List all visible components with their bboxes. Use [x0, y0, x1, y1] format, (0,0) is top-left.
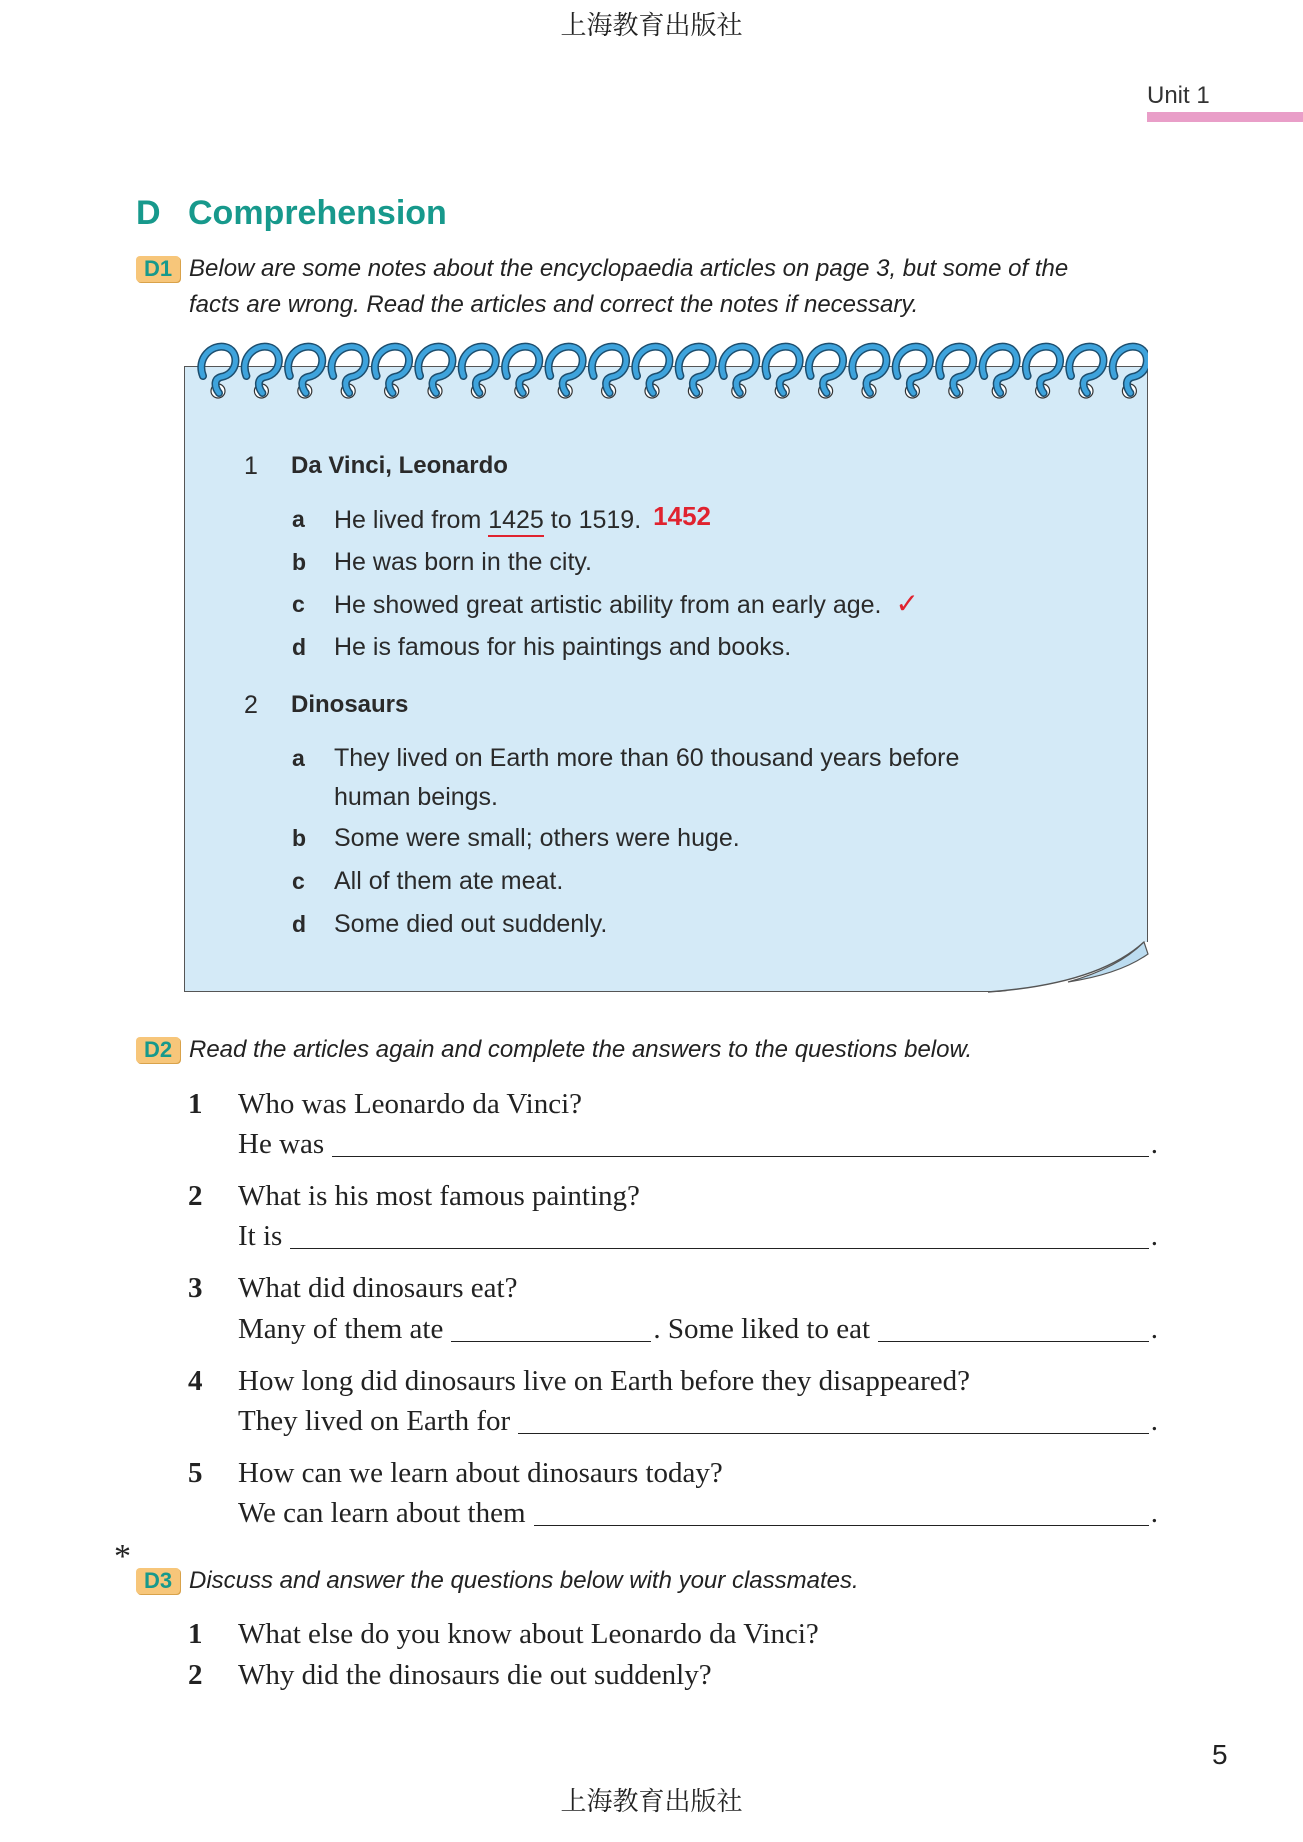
spiral-ring — [418, 347, 452, 398]
spiral-ring — [1069, 347, 1103, 398]
note-group-title: Da Vinci, Leonardo — [291, 452, 508, 479]
spiral-ring — [939, 347, 973, 398]
publisher-header: 上海教育出版社 — [560, 11, 743, 41]
marked-wrong-year: 1425 — [488, 506, 544, 537]
spiral-ring — [722, 347, 756, 398]
spiral-binding — [184, 338, 1148, 404]
note-text-before: He lived from — [334, 506, 489, 534]
question-text: Who was Leonardo da Vinci? — [238, 1088, 582, 1120]
d3-instruction: Discuss and answer the questions below with your classmates. — [189, 1567, 859, 1594]
note-item — [185, 866, 1147, 896]
answer-end: . — [1150, 1220, 1158, 1252]
answer-end: . — [1150, 1128, 1158, 1160]
note-group-heading — [185, 451, 1147, 481]
answer-end: . — [1150, 1313, 1158, 1345]
note-item-letter: d — [292, 911, 307, 937]
note-item-text: All of them ate meat. — [334, 867, 564, 895]
note-item-text: Some were small; others were huge. — [334, 824, 740, 852]
note-item-text: human beings. — [334, 783, 499, 811]
spiral-ring — [1026, 347, 1060, 398]
answer-blank[interactable] — [518, 1432, 1149, 1434]
note-item-letter: a — [292, 745, 305, 771]
d2-instruction: Read the articles again and complete the answers to the questions below. — [189, 1036, 973, 1063]
spiral-ring — [635, 347, 669, 398]
spiral-ring — [462, 347, 496, 398]
spiral-ring — [852, 347, 886, 398]
note-item — [185, 823, 1147, 853]
spiral-ring — [982, 347, 1016, 398]
answer-row — [238, 1496, 1158, 1530]
question-text: How long did dinosaurs live on Earth before they disappeared? — [238, 1365, 971, 1397]
answer-blank[interactable] — [332, 1155, 1149, 1157]
note-item — [185, 547, 1147, 577]
check-mark-icon: ✓ — [895, 587, 919, 620]
challenge-star-icon: * — [114, 1538, 131, 1575]
note-item-continuation — [185, 782, 1147, 812]
answer-prefix: We can learn about them — [238, 1497, 526, 1529]
spiral-ring — [548, 347, 582, 398]
question-number: 3 — [188, 1272, 203, 1304]
publisher-footer: 上海教育出版社 — [560, 1787, 743, 1817]
notepad — [184, 366, 1148, 992]
answer-blank[interactable] — [290, 1247, 1148, 1249]
correction-text: 1452 — [653, 501, 711, 531]
page-curl — [948, 922, 1154, 996]
note-item-text — [334, 501, 711, 535]
note-item — [185, 589, 1147, 619]
question-number: 1 — [188, 1088, 203, 1120]
question-text: What else do you know about Leonardo da Vinci? — [238, 1618, 819, 1650]
spiral-ring — [331, 347, 365, 398]
note-text: He showed great artistic ability from an early age. — [334, 591, 882, 619]
note-item — [185, 501, 1147, 534]
note-item — [185, 743, 1147, 773]
spiral-ring — [679, 347, 713, 398]
note-item-text: He was born in the city. — [334, 548, 592, 576]
note-item-text: He is famous for his paintings and books. — [334, 633, 792, 661]
answer-prefix: Many of them ate — [238, 1313, 444, 1345]
d1-instruction-line-2: facts are wrong. Read the articles and correct the notes if necessary. — [189, 291, 919, 318]
note-text-after: to 1519. — [543, 506, 642, 534]
answer-row — [238, 1404, 1158, 1438]
spiral-ring — [1113, 347, 1147, 398]
answer-blank[interactable] — [878, 1340, 1149, 1342]
unit-label: Unit 1 — [1147, 82, 1210, 109]
note-item-letter: a — [292, 506, 305, 532]
spiral-ring — [375, 347, 409, 398]
spiral-ring — [592, 347, 626, 398]
section-title: Comprehension — [188, 194, 447, 232]
answer-prefix: It is — [238, 1220, 283, 1252]
note-item — [185, 632, 1147, 662]
answer-prefix: They lived on Earth for — [238, 1405, 511, 1437]
note-item-letter: d — [292, 634, 307, 660]
d1-badge: D1 — [136, 256, 180, 282]
spiral-ring — [288, 347, 322, 398]
unit-bar — [1147, 112, 1303, 122]
question-number: 2 — [188, 1659, 203, 1691]
question-number: 4 — [188, 1365, 203, 1397]
answer-blank[interactable] — [534, 1524, 1149, 1526]
question-text: How can we learn about dinosaurs today? — [238, 1457, 723, 1489]
note-group-number: 1 — [244, 452, 258, 480]
answer-row — [238, 1127, 1158, 1161]
note-item-text — [334, 589, 919, 620]
question-text: Why did the dinosaurs die out suddenly? — [238, 1659, 712, 1691]
note-item-text: Some died out suddenly. — [334, 910, 608, 938]
note-item-text: They lived on Earth more than 60 thousand years before — [334, 744, 960, 772]
spiral-ring — [245, 347, 279, 398]
question-number: 5 — [188, 1457, 203, 1489]
question-text: What is his most famous painting? — [238, 1180, 640, 1212]
section-letter: D — [136, 194, 161, 232]
answer-end: . — [1150, 1405, 1158, 1437]
answer-row — [238, 1312, 1158, 1346]
spiral-ring — [896, 347, 930, 398]
question-text: What did dinosaurs eat? — [238, 1272, 518, 1304]
answer-middle: . Some liked to eat — [653, 1313, 871, 1345]
note-group-heading — [185, 690, 1147, 720]
d2-badge: D2 — [136, 1037, 180, 1063]
page-number: 5 — [1212, 1739, 1228, 1770]
spiral-ring — [809, 347, 843, 398]
note-item-letter: c — [292, 868, 305, 894]
d3-badge: D3 — [136, 1568, 180, 1594]
note-group-number: 2 — [244, 691, 258, 719]
answer-prefix: He was — [238, 1128, 325, 1160]
note-item-letter: b — [292, 549, 307, 575]
note-item-letter: c — [292, 591, 305, 617]
d1-instruction-line-1: Below are some notes about the encyclopaedia articles on page 3, but some of the — [189, 255, 1069, 282]
question-number: 1 — [188, 1618, 203, 1650]
answer-end: . — [1150, 1497, 1158, 1529]
page-curl-cover — [988, 942, 1154, 996]
answer-row — [238, 1219, 1158, 1253]
spiral-ring — [201, 347, 235, 398]
spiral-ring — [765, 347, 799, 398]
note-item-letter: b — [292, 825, 307, 851]
note-group-title: Dinosaurs — [291, 691, 409, 718]
spiral-ring — [505, 347, 539, 398]
question-number: 2 — [188, 1180, 203, 1212]
answer-blank[interactable] — [451, 1340, 651, 1342]
